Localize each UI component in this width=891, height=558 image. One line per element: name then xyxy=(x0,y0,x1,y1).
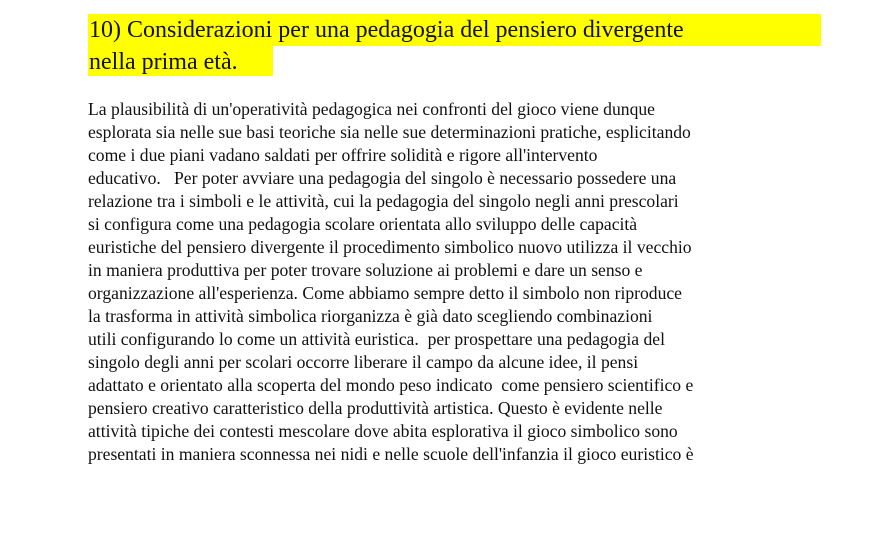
paragraph-line: in maniera produttiva per poter trovare soluzione ai problemi e dare un senso e xyxy=(88,260,643,280)
paragraph-line: organizzazione all'esperienza. Come abbiamo sempre detto il simbolo non riproduce xyxy=(88,283,682,303)
paragraph-line: utili configurando lo come un attività euristica. per prospettare una pedagogia del xyxy=(88,329,665,349)
heading-line-1: 10) Considerazioni per una pedagogia del pensiero divergente xyxy=(88,14,821,46)
body-paragraph xyxy=(88,98,888,466)
section-heading xyxy=(88,14,848,76)
paragraph-line: esplorata sia nelle sue basi teoriche sia nelle sue determinazioni pratiche, esplicitando xyxy=(88,122,691,142)
paragraph-line: pensiero creativo caratteristico della produttività artistica. Questo è evidente nelle xyxy=(88,398,663,418)
paragraph-line: come i due piani vadano saldati per offrire solidità e rigore all'intervento xyxy=(88,145,598,165)
paragraph-line: la trasforma in attività simbolica riorganizza è già dato scegliendo combinazioni xyxy=(88,306,653,326)
paragraph-line: adattato e orientato alla scoperta del mondo peso indicato come pensiero scientifico e xyxy=(88,375,694,395)
paragraph-line: educativo. Per poter avviare una pedagogia del singolo è necessario possedere una xyxy=(88,168,677,188)
paragraph-line: euristiche del pensiero divergente il procedimento simbolico nuovo utilizza il vecchio xyxy=(88,237,692,257)
paragraph-line: La plausibilità di un'operatività pedagogica nei confronti del gioco viene dunque xyxy=(88,99,655,119)
heading-line-2: nella prima età. xyxy=(88,46,273,76)
paragraph-line: si configura come una pedagogia scolare orientata allo sviluppo delle capacità xyxy=(88,214,638,234)
paragraph-line: relazione tra i simboli e le attività, cui la pedagogia del singolo negli anni prescolari xyxy=(88,191,679,211)
paragraph-line: attività tipiche dei contesti mescolare dove abita esplorativa il gioco simbolico sono xyxy=(88,421,678,441)
paragraph-line: presentati in maniera sconnessa nei nidi e nelle scuole dell'infanzia il gioco euristico è xyxy=(88,444,694,464)
paragraph-line: singolo degli anni per scolari occorre liberare il campo da alcune idee, il pensi xyxy=(88,352,639,372)
